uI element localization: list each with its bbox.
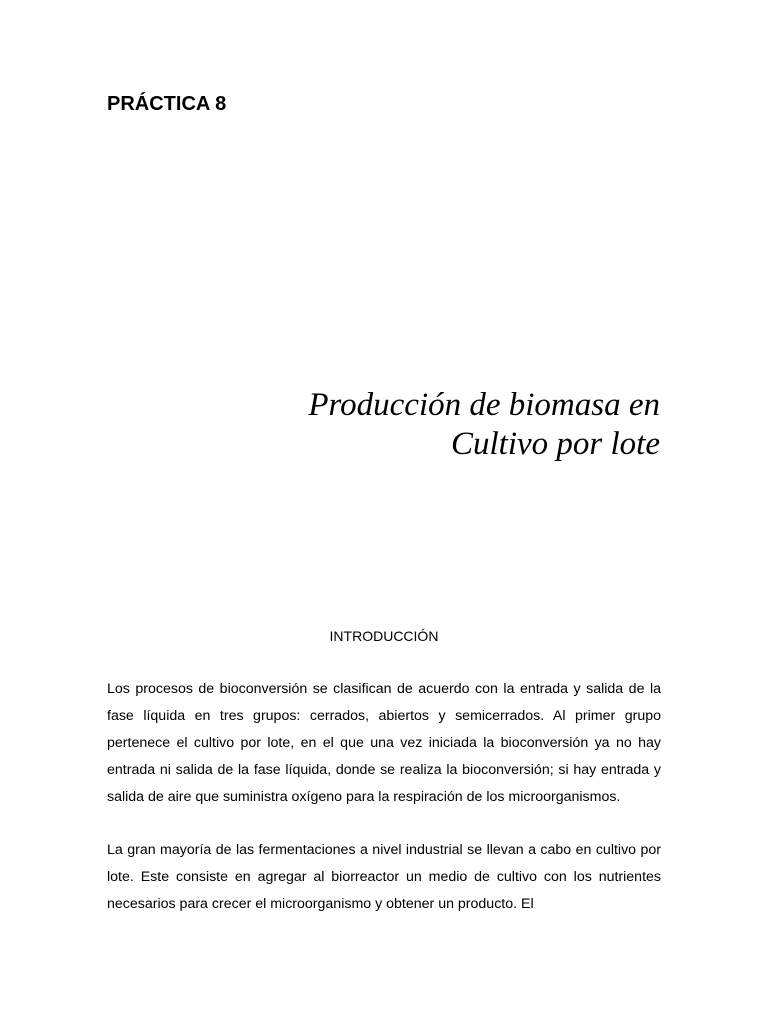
section-heading-introduction: INTRODUCCIÓN	[329, 628, 439, 644]
title-line-1: Producción de biomasa en	[308, 387, 660, 423]
body-paragraph-2: La gran mayoría de las fermentaciones a nivel industrial se llevan a cabo en cultivo por lote. Este consiste en agregar al biorreactor un medio de cultivo con los nutrientes necesarios para crecer el microorganismo y obtener un producto. El	[107, 842, 661, 912]
practice-label: PRÁCTICA 8	[107, 93, 227, 115]
title-line-2: Cultivo por lote	[451, 426, 660, 462]
body-paragraph-1: Los procesos de bioconversión se clasifican de acuerdo con la entrada y salida de la fase líquida en tres grupos: cerrados, abiertos y semicerrados. Al primer grupo pertenece el cultivo por lote, en el que una vez iniciada la bioconversión ya no hay entrada ni salida de la fase líquida, donde se realiza la bioconversión; si hay entrada y salida de aire que suministra oxígeno para la respiración de los microorganismos.	[107, 681, 661, 805]
document-title	[308, 386, 660, 464]
